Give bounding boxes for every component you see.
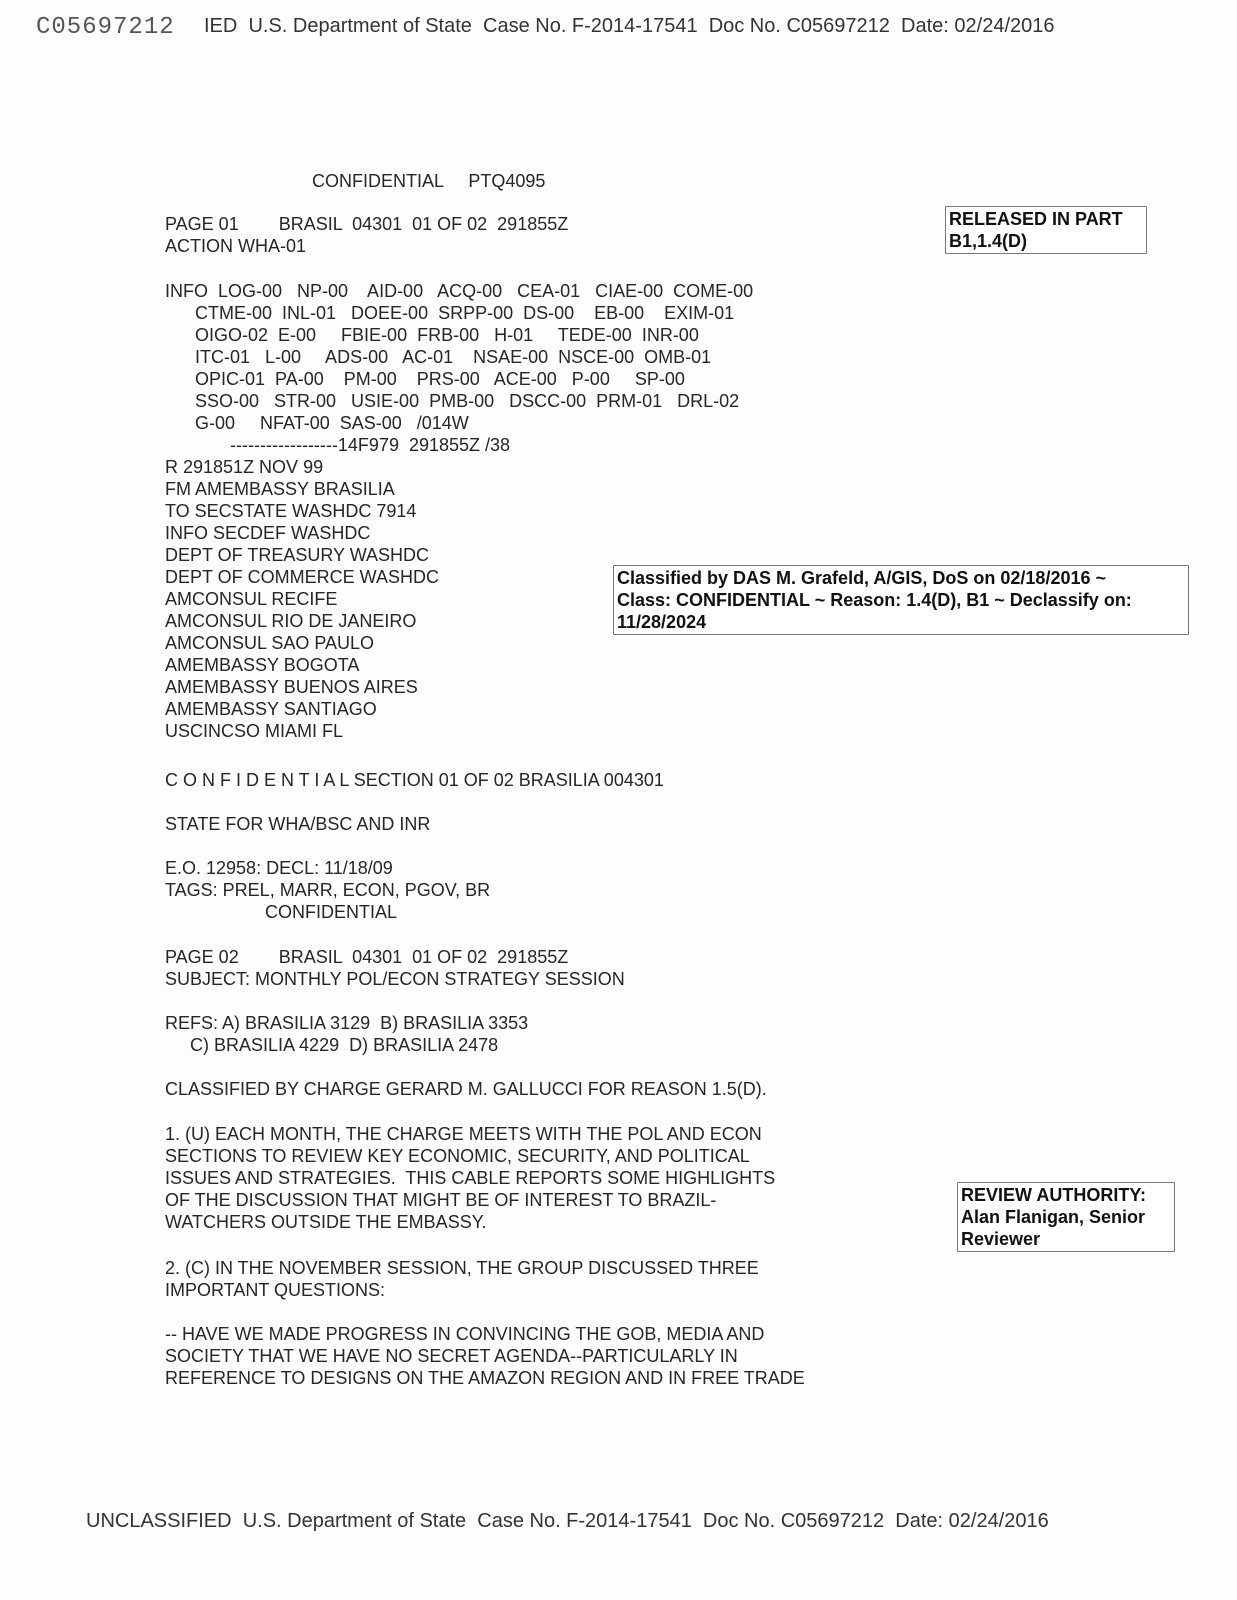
routing-line: DEPT OF TREASURY WASHDC <box>165 545 430 565</box>
page02-block <box>165 946 625 990</box>
paragraph-line: OF THE DISCUSSION THAT MIGHT BE OF INTEREST TO BRAZIL- <box>165 1190 717 1210</box>
paragraph-1 <box>165 1123 775 1233</box>
routing-line: AMCONSUL RECIFE <box>165 589 338 609</box>
footer-line: UNCLASSIFIED U.S. Department of State Case No. F-2014-17541 Doc No. C05697212 Date: 02/24/2016 <box>86 1510 1049 1532</box>
routing-line: TO SECSTATE WASHDC 7914 <box>165 501 417 521</box>
classification-line: CONFIDENTIAL PTQ4095 <box>312 171 546 191</box>
info-line: INFO LOG-00 NP-00 AID-00 ACQ-00 CEA-01 CIAE-00 COME-00 <box>165 281 754 301</box>
released-in-part-box <box>945 206 1147 254</box>
info-block <box>165 280 753 456</box>
routing-line: AMEMBASSY BOGOTA <box>165 655 360 675</box>
routing-line: INFO SECDEF WASHDC <box>165 523 371 543</box>
paragraph-2 <box>165 1257 759 1301</box>
refs-line: C) BRASILIA 4229 D) BRASILIA 2478 <box>165 1035 499 1055</box>
review-box-line: REVIEW AUTHORITY: <box>961 1185 1146 1205</box>
paragraph-line: IMPORTANT QUESTIONS: <box>165 1280 386 1300</box>
classified-box-line: Class: CONFIDENTIAL ~ Reason: 1.4(D), B1 ~ Declassify on: <box>617 590 1132 610</box>
info-line: OIGO-02 E-00 FBIE-00 FRB-00 H-01 TEDE-00 INR-00 <box>165 325 699 345</box>
info-line: ITC-01 L-00 ADS-00 AC-01 NSAE-00 NSCE-00 OMB-01 <box>165 347 712 367</box>
classified-box-line: Classified by DAS M. Grafeld, A/GIS, DoS on 02/18/2016 ~ <box>617 568 1106 588</box>
header-line: IED U.S. Department of State Case No. F-2014-17541 Doc No. C05697212 Date: 02/24/2016 <box>204 15 1055 37</box>
info-line: SSO-00 STR-00 USIE-00 PMB-00 DSCC-00 PRM-01 DRL-02 <box>165 391 740 411</box>
review-box-line: Alan Flanigan, Senior <box>961 1207 1146 1227</box>
page01-block <box>165 213 568 257</box>
refs-line: REFS: A) BRASILIA 3129 B) BRASILIA 3353 <box>165 1013 529 1033</box>
classified-by-line: CLASSIFIED BY CHARGE GERARD M. GALLUCCI FOR REASON 1.5(D). <box>165 1079 767 1099</box>
eo-block <box>165 857 490 923</box>
release-box-line: B1,1.4(D) <box>949 231 1028 251</box>
confidential-line: CONFIDENTIAL <box>165 902 398 922</box>
page01-line: PAGE 01 BRASIL 04301 01 OF 02 291855Z <box>165 214 569 234</box>
review-box-line: Reviewer <box>961 1229 1041 1249</box>
paragraph-line: REFERENCE TO DESIGNS ON THE AMAZON REGION AND IN FREE TRADE <box>165 1368 805 1388</box>
info-line: OPIC-01 PA-00 PM-00 PRS-00 ACE-00 P-00 SP-00 <box>165 369 685 389</box>
routing-line: AMEMBASSY SANTIAGO <box>165 699 377 719</box>
paragraph-line: 1. (U) EACH MONTH, THE CHARGE MEETS WITH THE POL AND ECON <box>165 1124 762 1144</box>
routing-line: DEPT OF COMMERCE WASHDC <box>165 567 440 587</box>
paragraph-line: SECTIONS TO REVIEW KEY ECONOMIC, SECURITY, AND POLITICAL <box>165 1146 750 1166</box>
routing-line: AMEMBASSY BUENOS AIRES <box>165 677 418 697</box>
routing-block <box>165 456 439 742</box>
document-stamp-number: C05697212 <box>36 14 175 41</box>
state-line: STATE FOR WHA/BSC AND INR <box>165 814 431 834</box>
page02-line: PAGE 02 BRASIL 04301 01 OF 02 291855Z <box>165 947 569 967</box>
routing-line: AMCONSUL SAO PAULO <box>165 633 375 653</box>
paragraph-line: 2. (C) IN THE NOVEMBER SESSION, THE GROUP DISCUSSED THREE <box>165 1258 759 1278</box>
routing-line: AMCONSUL RIO DE JANEIRO <box>165 611 417 631</box>
routing-line: R 291851Z NOV 99 <box>165 457 324 477</box>
refs-block <box>165 1012 528 1056</box>
review-authority-box <box>957 1182 1175 1252</box>
tags-line: TAGS: PREL, MARR, ECON, PGOV, BR <box>165 880 491 900</box>
routing-line: USCINCSO MIAMI FL <box>165 721 344 741</box>
paragraph-line: ISSUES AND STRATEGIES. THIS CABLE REPORTS SOME HIGHLIGHTS <box>165 1168 776 1188</box>
info-line: CTME-00 INL-01 DOEE-00 SRPP-00 DS-00 EB-00 EXIM-01 <box>165 303 735 323</box>
action-line: ACTION WHA-01 <box>165 236 307 256</box>
subject-line: SUBJECT: MONTHLY POL/ECON STRATEGY SESSION <box>165 969 625 989</box>
classified-by-box <box>613 565 1189 635</box>
paragraph-line: SOCIETY THAT WE HAVE NO SECRET AGENDA--PARTICULARLY IN <box>165 1346 738 1366</box>
classified-box-line: 11/28/2024 <box>617 612 707 632</box>
paragraph-3 <box>165 1323 805 1389</box>
paragraph-line: WATCHERS OUTSIDE THE EMBASSY. <box>165 1212 487 1232</box>
release-box-line: RELEASED IN PART <box>949 209 1123 229</box>
section-line: C O N F I D E N T I A L SECTION 01 OF 02 BRASILIA 004301 <box>165 770 664 790</box>
paragraph-line: -- HAVE WE MADE PROGRESS IN CONVINCING THE GOB, MEDIA AND <box>165 1324 765 1344</box>
routing-line: FM AMEMBASSY BRASILIA <box>165 479 395 499</box>
info-line: ------------------14F979 291855Z /38 <box>165 435 511 455</box>
info-line: G-00 NFAT-00 SAS-00 /014W <box>165 413 469 433</box>
eo-line: E.O. 12958: DECL: 11/18/09 <box>165 858 393 878</box>
